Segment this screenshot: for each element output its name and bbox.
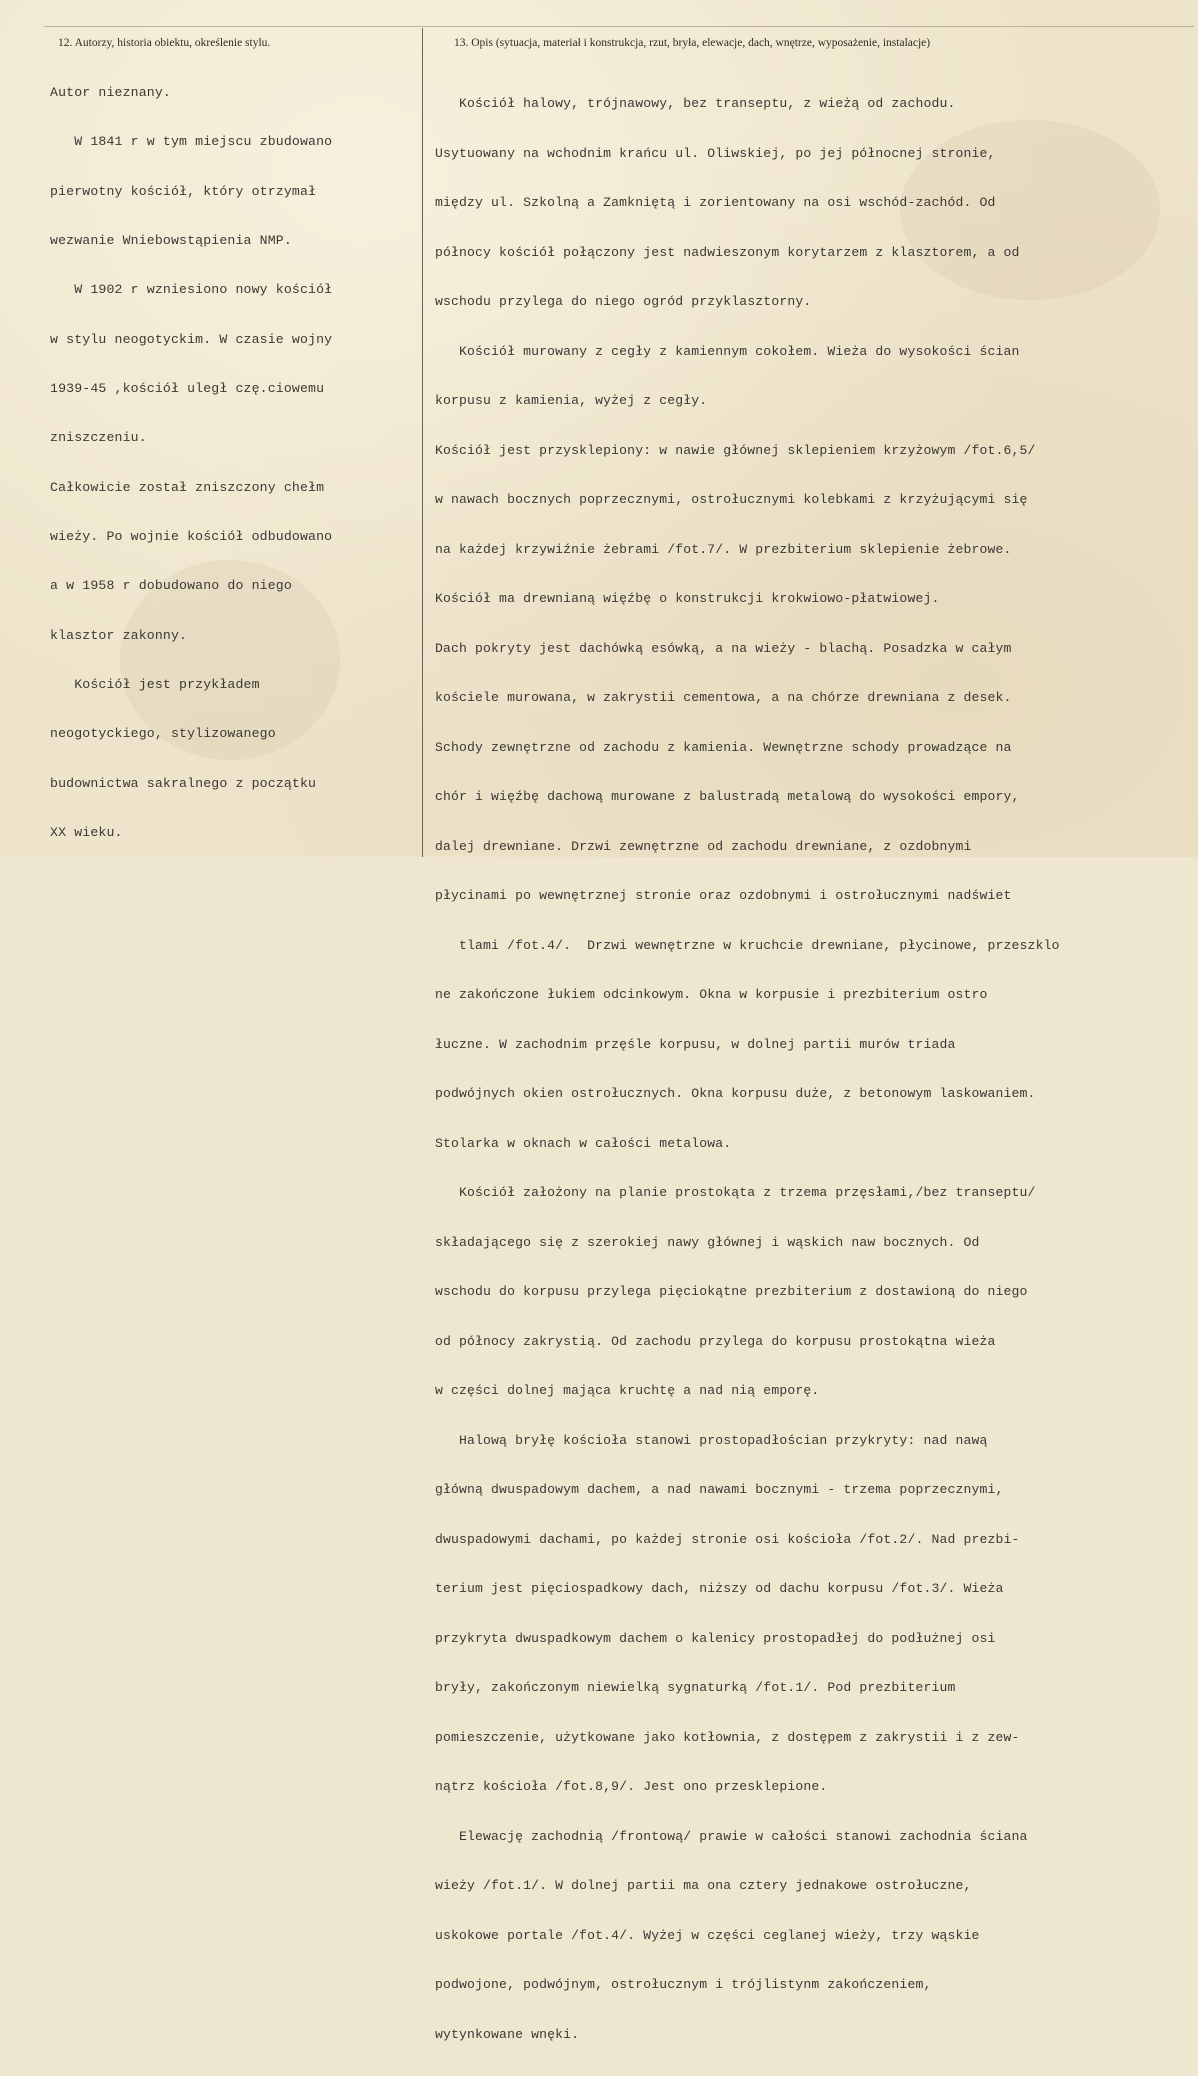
text-line: Halową bryłę kościoła stanowi prostopadłościan przykryty: nad nawą (435, 1432, 988, 1448)
top-rule (44, 26, 1194, 27)
text-line: Elewację zachodnią /frontową/ prawie w całości stanowi zachodnia ściana (435, 1828, 1028, 1844)
text-line: nątrz kościoła /fot.8,9/. Jest ono przesklepione. (435, 1779, 828, 1794)
text-line: ne zakończone łukiem odcinkowym. Okna w korpusie i prezbiterium ostro (435, 987, 988, 1002)
text-line: tlami /fot.4/. Drzwi wewnętrzne w kruchcie drewniane, płycinowe, przeszklo (435, 937, 1060, 953)
text-line: Stolarka w oknach w całości metalowa. (435, 1135, 732, 1151)
text-line: na każdej krzywiźnie żebrami /fot.7/. W prezbiterium sklepienie żebrowe. (435, 541, 1012, 557)
text-line: klasztor zakonny. (50, 627, 188, 643)
left-column-header: 12. Autorzy, historia obiektu, określenie stylu. (58, 37, 271, 49)
text-line: główną dwuspadowym dachem, a nad nawami bocznymi - trzema poprzecznymi, (435, 1482, 1004, 1497)
text-line: wschodu przylega do niego ogród przyklasztorny. (435, 294, 812, 309)
right-column-header: 13. Opis (sytuacja, materiał i konstrukcja, rzut, bryła, elewacje, dach, wnętrze, wyposażenie, instalacje) (454, 37, 931, 49)
right-column-text (435, 63, 1060, 2076)
text-line: W 1902 r wzniesiono nowy kościół (50, 282, 333, 298)
text-line: bryły, zakończonym niewielką sygnaturką /fot.1/. Pod prezbiterium (435, 1680, 956, 1695)
text-line: terium jest pięciospadkowy dach, niższy od dachu korpusu /fot.3/. Wieża (435, 1581, 1004, 1596)
text-line: pierwotny kościół, który otrzymał (50, 183, 317, 199)
text-line: zniszczeniu. (50, 430, 147, 446)
text-line: Dach pokryty jest dachówką esówką, a na wieży - blachą. Posadzka w całym (435, 640, 1012, 656)
text-line: w części dolnej mająca kruchtę a nad nią emporę. (435, 1383, 820, 1398)
text-line: XX wieku. (50, 825, 123, 841)
text-line: Kościół halowy, trójnawowy, bez transeptu, z wieżą od zachodu. (435, 96, 956, 111)
text-line: północy kościół połączony jest nadwieszonym korytarzem z klasztorem, a od (435, 244, 1020, 260)
text-line: neogotyckiego, stylizowanego (50, 726, 276, 742)
text-line: wieży. Po wojnie kościół odbudowano (50, 529, 333, 544)
text-line: Usytuowany na wchodnim krańcu ul. Oliwskiej, po jej północnej stronie, (435, 145, 996, 161)
text-line: budownictwa sakralnego z początku (50, 775, 317, 791)
text-line: 1939-45 ,kościół uległ czę.ciowemu (50, 380, 325, 396)
text-line: pomieszczenie, użytkowane jako kotłownia, z dostępem z zakrystii i z zew- (435, 1729, 1020, 1745)
text-line: kościele murowana, w zakrystii cementowa, a na chórze drewniana z desek. (435, 690, 1012, 705)
text-line: płycinami po wewnętrznej stronie oraz ozdobnymi i ostrołucznymi nadświet (435, 888, 1012, 903)
text-line: Kościół murowany z cegły z kamiennym cokołem. Wieża do wysokości ścian (435, 343, 1020, 359)
text-line: wytynkowane wnęki. (435, 2026, 580, 2042)
text-line: W 1841 r w tym miejscu zbudowano (50, 134, 333, 150)
text-line: Kościół jest przykładem (50, 677, 260, 693)
text-line: dwuspadowymi dachami, po każdej stronie osi kościoła /fot.2/. Nad prezbi- (435, 1531, 1020, 1547)
text-line: w stylu neogotyckim. W czasie wojny (50, 331, 333, 347)
text-line: wezwanie Wniebowstąpienia NMP. (50, 232, 292, 248)
text-line: dalej drewniane. Drzwi zewnętrzne od zachodu drewniane, z ozdobnymi (435, 838, 972, 854)
text-line: wschodu do korpusu przylega pięciokątne prezbiterium z dostawioną do niego (435, 1284, 1028, 1299)
text-line: przykryta dwuspadkowym dachem o kalenicy prostopadłej do podłużnej osi (435, 1630, 996, 1646)
text-line: podwójnych okien ostrołucznych. Okna korpusu duże, z betonowym laskowaniem. (435, 1086, 1036, 1101)
text-line: Kościół jest przysklepiony: w nawie głównej sklepieniem krzyżowym /fot.6,5/ (435, 442, 1036, 458)
text-line: składającego się z szerokiej nawy głównej i wąskich naw bocznych. Od (435, 1234, 980, 1250)
text-line: od północy zakrystią. Od zachodu przylega do korpusu prostokątna wieża (435, 1333, 996, 1349)
text-line: podwojone, podwójnym, ostrołucznym i trójlistynm zakończeniem, (435, 1977, 932, 1992)
text-line: między ul. Szkolną a Zamkniętą i zorientowany na osi wschód-zachód. Od (435, 195, 996, 210)
left-column-text (50, 52, 332, 874)
text-line: łuczne. W zachodnim przęśle korpusu, w dolnej partii murów triada (435, 1036, 956, 1052)
text-line: korpusu z kamienia, wyżej z cegły. (435, 393, 708, 408)
text-line: a w 1958 r dobudowano do niego (50, 578, 292, 594)
text-line: Całkowicie został zniszczony chełm (50, 479, 325, 495)
text-line: chór i więźbę dachową murowane z balustradą metalową do wysokości empory, (435, 789, 1020, 804)
text-line: Kościół założony na planie prostokąta z trzema przęsłami,/bez transeptu/ (435, 1185, 1036, 1200)
text-line: Autor nieznany. (50, 84, 171, 100)
column-divider (422, 28, 423, 857)
text-line: w nawach bocznych poprzecznymi, ostrołucznymi kolebkami z krzyżującymi się (435, 492, 1028, 507)
text-line: Schody zewnętrzne od zachodu z kamienia. Wewnętrzne schody prowadzące na (435, 739, 1012, 755)
text-line: Kościół ma drewnianą więźbę o konstrukcji krokwiowo-płatwiowej. (435, 591, 940, 606)
text-line: wieży /fot.1/. W dolnej partii ma ona cztery jednakowe ostrołuczne, (435, 1878, 972, 1893)
text-line: uskokowe portale /fot.4/. Wyżej w części ceglanej wieży, trzy wąskie (435, 1927, 980, 1943)
